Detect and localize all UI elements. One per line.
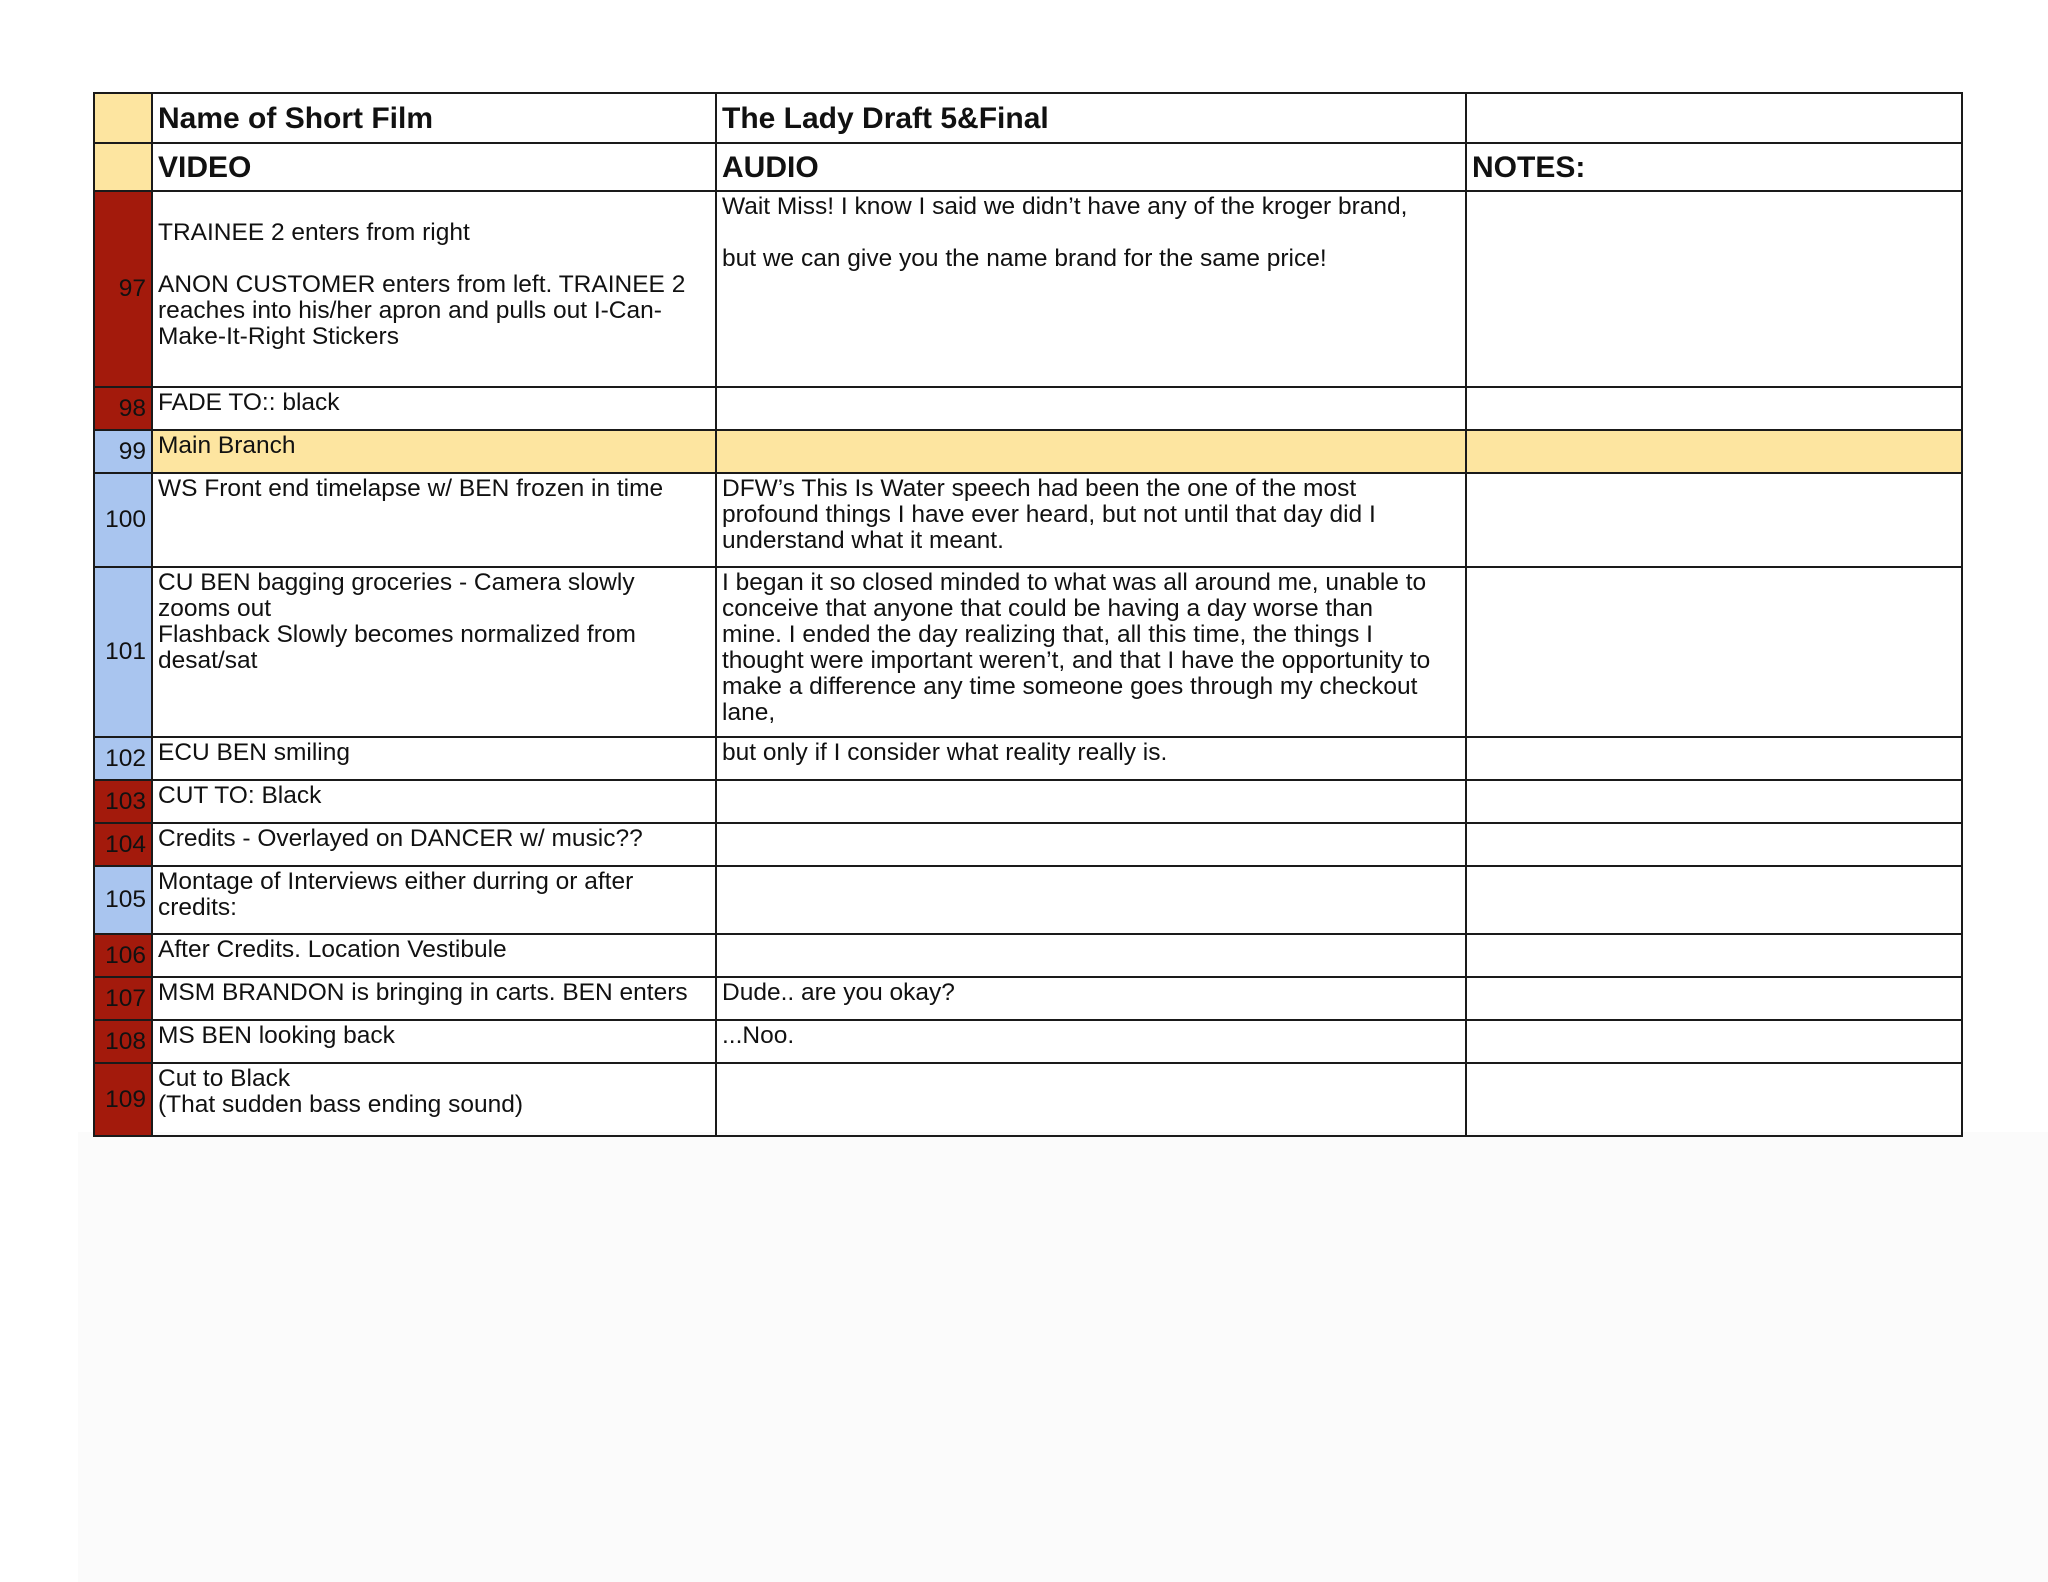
table-row	[94, 737, 1962, 780]
text-line: Dude.. are you okay?	[722, 979, 955, 1006]
row-number-cell[interactable]: 99	[94, 430, 152, 473]
row-number-cell[interactable]: 107	[94, 977, 152, 1020]
text-line: WS Front end timelapse w/ BEN frozen in time	[158, 475, 664, 502]
audio-cell[interactable]	[716, 934, 1466, 977]
notes-cell[interactable]	[1466, 780, 1962, 823]
table-row	[94, 934, 1962, 977]
notes-cell[interactable]	[1466, 1063, 1962, 1136]
row-number-cell[interactable]: 105	[94, 866, 152, 934]
text-line: thought were important weren’t, and that I have the opportunity to	[722, 647, 1431, 674]
row-number-cell[interactable]: 101	[94, 567, 152, 737]
table-row	[94, 823, 1962, 866]
text-line: Cut to Black	[158, 1065, 291, 1092]
notes-cell[interactable]	[1466, 823, 1962, 866]
text-line: Make-It-Right Stickers	[158, 323, 399, 350]
text-line: FADE TO:: black	[158, 389, 340, 416]
audio-cell[interactable]	[716, 780, 1466, 823]
table-row	[94, 1063, 1962, 1136]
audio-cell[interactable]	[716, 823, 1466, 866]
text-line	[158, 194, 710, 220]
text-line: DFW’s This Is Water speech had been the one of the most	[722, 475, 1357, 502]
video-header-cell[interactable]: VIDEO	[152, 143, 716, 191]
text-line: ANON CUSTOMER enters from left. TRAINEE 2	[158, 271, 686, 298]
video-cell[interactable]	[152, 1063, 716, 1136]
video-cell[interactable]	[152, 737, 716, 780]
row-number-cell[interactable]: 104	[94, 823, 152, 866]
text-line: Credits - Overlayed on DANCER w/ music??	[158, 825, 643, 852]
notes-cell[interactable]	[1466, 473, 1962, 567]
video-cell[interactable]	[152, 1020, 716, 1063]
notes-cell[interactable]	[1466, 977, 1962, 1020]
text-line: lane,	[722, 699, 776, 726]
text-line: MS BEN looking back	[158, 1022, 395, 1049]
video-cell[interactable]	[152, 823, 716, 866]
text-line: I began it so closed minded to what was all around me, unable to	[722, 569, 1427, 596]
video-cell[interactable]	[152, 934, 716, 977]
row-number-cell[interactable]	[94, 143, 152, 191]
text-line: understand what it meant.	[722, 527, 1004, 554]
table-row	[94, 567, 1962, 737]
text-line	[158, 246, 710, 272]
title-value-cell[interactable]: The Lady Draft 5&Final	[716, 93, 1466, 143]
text-line: TRAINEE 2 enters from right	[158, 219, 470, 246]
text-line: make a difference any time someone goes through my checkout	[722, 673, 1418, 700]
text-line	[722, 220, 1460, 246]
audio-cell[interactable]	[716, 977, 1466, 1020]
audio-cell[interactable]	[716, 191, 1466, 387]
text-line: reaches into his/her apron and pulls out I-Can-	[158, 297, 662, 324]
row-number-cell[interactable]: 100	[94, 473, 152, 567]
text-line: profound things I have ever heard, but not until that day did I	[722, 501, 1376, 528]
title-row	[94, 93, 1962, 143]
table-row	[94, 387, 1962, 430]
text-line: Flashback Slowly becomes normalized from	[158, 621, 636, 648]
audio-cell[interactable]	[716, 567, 1466, 737]
notes-cell[interactable]	[1466, 1020, 1962, 1063]
video-cell[interactable]	[152, 191, 716, 387]
text-line: Main Branch	[158, 432, 296, 459]
text-line: but only if I consider what reality really is.	[722, 739, 1168, 766]
table-row	[94, 977, 1962, 1020]
notes-cell[interactable]	[1466, 430, 1962, 473]
table-row	[94, 1020, 1962, 1063]
video-cell[interactable]	[152, 430, 716, 473]
audio-cell[interactable]	[716, 387, 1466, 430]
audio-cell[interactable]	[716, 1063, 1466, 1136]
text-line: ECU BEN smiling	[158, 739, 350, 766]
audio-cell[interactable]	[716, 866, 1466, 934]
video-cell[interactable]	[152, 567, 716, 737]
notes-header-cell[interactable]: NOTES:	[1466, 143, 1962, 191]
video-cell[interactable]	[152, 977, 716, 1020]
column-header-row	[94, 143, 1962, 191]
audio-cell[interactable]	[716, 473, 1466, 567]
video-cell[interactable]	[152, 866, 716, 934]
video-cell[interactable]	[152, 387, 716, 430]
text-line: mine. I ended the day realizing that, all this time, the things I	[722, 621, 1373, 648]
title-notes-cell[interactable]	[1466, 93, 1962, 143]
row-number-cell[interactable]: 102	[94, 737, 152, 780]
text-line: CU BEN bagging groceries - Camera slowly	[158, 569, 635, 596]
table-row	[94, 473, 1962, 567]
video-cell[interactable]	[152, 473, 716, 567]
notes-cell[interactable]	[1466, 191, 1962, 387]
audio-header-cell[interactable]: AUDIO	[716, 143, 1466, 191]
table-row	[94, 780, 1962, 823]
row-number-cell[interactable]: 98	[94, 387, 152, 430]
row-number-cell[interactable]	[94, 93, 152, 143]
empty-sheet-area	[78, 1132, 2048, 1582]
text-line: zooms out	[158, 595, 272, 622]
table-row	[94, 866, 1962, 934]
audio-cell[interactable]	[716, 430, 1466, 473]
text-line: desat/sat	[158, 647, 258, 674]
notes-cell[interactable]	[1466, 567, 1962, 737]
video-cell[interactable]	[152, 780, 716, 823]
text-line: credits:	[158, 894, 237, 921]
text-line: conceive that anyone that could be having a day worse than	[722, 595, 1374, 622]
text-line: CUT TO: Black	[158, 782, 322, 809]
text-line: Montage of Interviews either durring or after	[158, 868, 634, 895]
row-number-cell[interactable]: 103	[94, 780, 152, 823]
table-row	[94, 191, 1962, 387]
text-line: (That sudden bass ending sound)	[158, 1091, 524, 1118]
row-number-cell[interactable]: 97	[94, 191, 152, 387]
shot-script-table	[93, 92, 1963, 1137]
notes-cell[interactable]	[1466, 866, 1962, 934]
text-line: Wait Miss! I know I said we didn’t have any of the kroger brand,	[722, 193, 1408, 220]
notes-cell[interactable]	[1466, 737, 1962, 780]
text-line: After Credits. Location Vestibule	[158, 936, 507, 963]
text-line: ...Noo.	[722, 1022, 795, 1049]
text-line: MSM BRANDON is bringing in carts. BEN enters	[158, 979, 688, 1006]
row-number-cell[interactable]: 108	[94, 1020, 152, 1063]
audio-cell[interactable]	[716, 1020, 1466, 1063]
text-line: but we can give you the name brand for the same price!	[722, 245, 1327, 272]
table-row	[94, 430, 1962, 473]
title-label-cell[interactable]: Name of Short Film	[152, 93, 716, 143]
row-number-cell[interactable]: 106	[94, 934, 152, 977]
notes-cell[interactable]	[1466, 934, 1962, 977]
notes-cell[interactable]	[1466, 387, 1962, 430]
audio-cell[interactable]	[716, 737, 1466, 780]
row-number-cell[interactable]: 109	[94, 1063, 152, 1136]
